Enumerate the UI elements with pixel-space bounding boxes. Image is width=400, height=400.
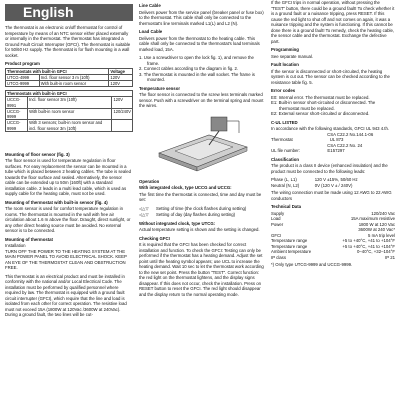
tech-value: 0–40°C, +32–104°F (357, 249, 395, 254)
tech-label: Load (271, 216, 281, 221)
thermostat-device-icon (139, 113, 265, 175)
gfci-text: It is required that the GFCI has been checked for correct installation and function. To check the GFCI: Testing can only be performed if the thermostat has a heating demand. Adjust the set point until the heating symbol appears; use UCL to increase the heating demand. Wait 10 sec to let the thermostat work according to the new set point. Press the button "TEST". Correct function: the red light on the thermostat lightens, and the display signs disappear. If this does not occur, check the installation. Press on RESET button to reset the GFCI. The red light should disappear and the display return to the normal operating mode. (139, 242, 264, 297)
table-cell: UTCG-4999 (6, 74, 40, 80)
table-cell: Incl. floor sensor 3 m (10ft) (39, 74, 109, 80)
classification-line: Neutral (N, L2) 0V (120 V ± / 240V) (271, 182, 353, 188)
table-cell: UCCG-9999 (6, 108, 28, 119)
tech-value: 3600W at 240 Vac* (358, 227, 395, 232)
operation-subheading: With integrated clock, type UCCG and UCCG: (139, 185, 232, 190)
list-item: UL file number: E157297 (271, 148, 345, 153)
table-cell: UTCG-9999 (6, 80, 40, 86)
product-program-heading: Product program (5, 61, 40, 66)
classification-text: The product is a class II device (enhanced insulation) and the product must be connected to the following leads: (271, 163, 388, 174)
table-row (6, 108, 133, 119)
load-cable-text: Delivers power from the thermostat to the heating cable. This cable shall only be connected to the thermostat's load terminals marked load, 15A. (139, 35, 260, 52)
install-steps-list (139, 55, 265, 83)
tech-label: Temperature range (271, 238, 308, 243)
list-item: 2. Connect cables according to the diagram in fig. 2. (139, 66, 239, 71)
fault-text: If the sensor is disconnected or short-circuited, the heating system is cut out. The sensor can be checked according to the resistance table fig. 5. (271, 68, 390, 85)
tech-data-heading: Technical Data (271, 204, 302, 209)
tech-value: IP 21 (385, 254, 395, 260)
table-cell: 120V (109, 80, 133, 86)
table-cell: With 3 sensors; built-in room sensor and incl. floor sensor 3m (10ft) (28, 120, 112, 131)
tech-value: 120/240 Vac (371, 210, 395, 216)
table-cell: 120V (109, 74, 133, 80)
column-left (5, 0, 133, 400)
list-item: E1: Built-in sensor short-circuited or disconnected. The thermostat must be replaced. (271, 100, 376, 111)
no-clock-text: Actual temperature setting is shown and the setting is changed. (139, 227, 260, 232)
list-item: E2: External sensor short-circuited or disconnected. (271, 111, 370, 116)
temp-sensor-heading: Temperature sensor (139, 85, 180, 91)
tech-label: Power (271, 221, 284, 227)
programming-heading: Programming (271, 47, 299, 52)
list-item: CSA C22.2 No.144.1-06 (271, 131, 374, 137)
tech-label: IP class (271, 254, 286, 260)
table-cell: UCCG-9991 (6, 97, 28, 108)
table-cell: UCCG-9999 (6, 120, 28, 131)
operation-heading: Operation (139, 178, 160, 184)
table-cell (112, 120, 133, 131)
op-row (139, 212, 265, 218)
list-item: In accordance with the following standards, GFCI UL 943 4.th. (271, 126, 390, 131)
tech-label: Supply (271, 210, 285, 216)
tech-value: +5 to +40°C, +41 to +104°F (342, 243, 395, 249)
table-header: Thermostats with built-in GFCI (6, 91, 133, 97)
op-text: Setting of time (the clock flashes during setting) (156, 205, 247, 211)
tech-label: Temperature range (271, 243, 308, 249)
table-row (271, 255, 395, 261)
op-text: Setting of day (day flashes during setting) (156, 212, 236, 217)
list-item: Thermostat UL 873 (271, 137, 344, 142)
column-right (271, 0, 395, 400)
list-item: 1. Use a screwdriver to open the lock fig. 1), and remove the frame. (139, 55, 254, 66)
table-cell: With built-in room sensor (39, 80, 109, 86)
page-title: English (5, 4, 133, 21)
tech-value: 5 mA trip level (368, 232, 395, 238)
list-item: 3. The thermostat is mounted in the wall socket. The frame is mounted. (139, 71, 255, 82)
column-middle (139, 0, 265, 400)
installation-warning: TURN OFF THE POWER TO THE HEATING SYSTEM AT THE MAIN POWER PANEL TO AVOID ELECTRICAL SHOCK. KEEP AN EYE OF THE THERMOSTAT CLEAN AND OBSTRUCTION FREE. (5, 248, 127, 271)
mount-builtin-text: The room sensor is used for comfort temperature regulation in rooms. The thermostat is mounted in the wall with free air circulation about 1.6 m above the floor. Draught, direct sunlight, or any other direct heating source must be avoided. No external sensor is to be connected. (5, 206, 131, 234)
tech-value: 15A maximum resistive (350, 216, 395, 221)
line-cable-heading: Line Cable (139, 3, 161, 8)
thermostat-illustration (139, 113, 265, 175)
operation-text: The first time the thermostat is connected, time and day must be set: (139, 191, 262, 202)
gfci-trip-text: If the GFCI trips in normal operation, without pressing the "TEST" button, there could be a ground fault! To check whether it is a ground fault or a nuisance tripping, press RESET. If this cause the red light to shut off and not comes on again, it was a nuisance tripping and the system is functioning. If this cannot be done there is a ground fault! To remedy, check the heating cable, the sensor cable and the thermostat. Exchange the defective part. (271, 0, 395, 44)
gfci-heading: Checking GFCI (139, 235, 170, 241)
error-codes-heading: Error codes (271, 88, 296, 93)
tech-value: +5 to +40°C, +41 to +104°F (342, 238, 395, 243)
product-table-uccg (5, 90, 133, 132)
table-cell: With built-in room sensor (28, 108, 112, 119)
tech-value: 1800 W at 120 Vac (358, 221, 395, 227)
load-cable-heading: Load Cable (139, 29, 163, 34)
error-codes-list (271, 95, 395, 117)
intro-text: The thermostat is an electronic on/off thermostat for control of temperature by means of an NTC sensor either placed externally or internally in the thermostat. The thermostat has integrated a Ground Fault Circuit Interrupter (GFCI). The thermostat is suitable for 50/60 Hz supply. The thermostat is for flush mounting in a wall socket. (5, 25, 131, 58)
mount-floor-text: The floor sensor is used for temperature regulation in floor surfaces. For easy replacement the sensor can be mounted in a tube which is placed between 2 heating cables. The tube is sealed towards the floor surface and sealed. Alternatively, the sensor cable can be extended up to 50m (160ft) with a standard installation cable. 2 leads in a multi lead cable, which is used as supply cable for the heating cable, must not be used. (5, 158, 132, 197)
classification-line: Phase (L, L1) 120 V ±15%, 50/60 Hz (271, 177, 358, 182)
list-item: E0: Internal error. The thermostat must be replaced. (271, 94, 370, 100)
op-row (139, 206, 265, 212)
table-row (6, 120, 133, 131)
fault-heading: Fault location (271, 62, 299, 67)
table-header: Thermostats with built-in GFCI (6, 68, 109, 74)
footnote: *) Only type UTCG-9999 and UCCG-9999. (271, 262, 353, 267)
product-table-utcg (5, 68, 133, 88)
table-cell: 120V (112, 97, 133, 108)
line-cable-text: Delivers power from the service panel (breaker panel or fuse box) to the thermostat. This cable shall only be connected to the thermostat's line terminals marked L1(L) and L2 (N). (139, 9, 264, 26)
temp-sensor-text: The floor sensor is connected to the screw less terminals marked sensor. Push with a screwdriver on the terminal spring and mount the wires. (139, 92, 264, 108)
mount-thermostat-heading: Mounting of thermostat (5, 236, 53, 242)
list-item: CSA C22.2 No. 24 (271, 142, 363, 148)
installation-subheading: Installation (5, 243, 26, 249)
arrow-buttons-icon: ◁△▽ (139, 205, 149, 211)
classification-heading: Classification (271, 156, 299, 162)
table-row (6, 80, 133, 86)
cul-list (271, 126, 395, 154)
table-row (6, 74, 133, 80)
table-cell: Incl. floor sensor 3m (10ft) (28, 97, 112, 108)
no-clock-heading: Without integrated clock, type UTCG: (139, 220, 216, 226)
table-cell: 120/240V (112, 108, 133, 119)
mount-builtin-heading: Mounting of thermostat with built-in sensor (fig. 4) (5, 199, 108, 205)
arrow-buttons-icon: ◁△▽ (139, 212, 149, 217)
tech-label: Ambient temperature (271, 249, 312, 254)
classification-note: The wiring connection must be made using 12 AWG to 22 AWG conductors (271, 190, 392, 201)
cul-heading: C-UL LISTED (271, 119, 298, 125)
tech-label: GFCI (271, 232, 282, 238)
table-header: Voltage (109, 68, 133, 74)
installation-text: This thermostat is an electrical product and must be installed in conformity with the national and/or Local Electrical Code. The installation must be performed by qualified personnel where required by law. The thermostat is equipped with a ground fault circuit interrupter (GFCI), which require that the line and load is isolated from each other for correct operation. The resistive load must not exceed 15A (1800W at 120Vac /3600W at 240Vac). During a ground fault, the two lines will be cut- (5, 273, 127, 318)
tech-data-table (271, 211, 395, 261)
mount-floor-heading: Mounting of floor sensor (fig. 3) (5, 151, 70, 157)
programming-text: See separate manual. (271, 53, 314, 59)
table-row (6, 97, 133, 108)
